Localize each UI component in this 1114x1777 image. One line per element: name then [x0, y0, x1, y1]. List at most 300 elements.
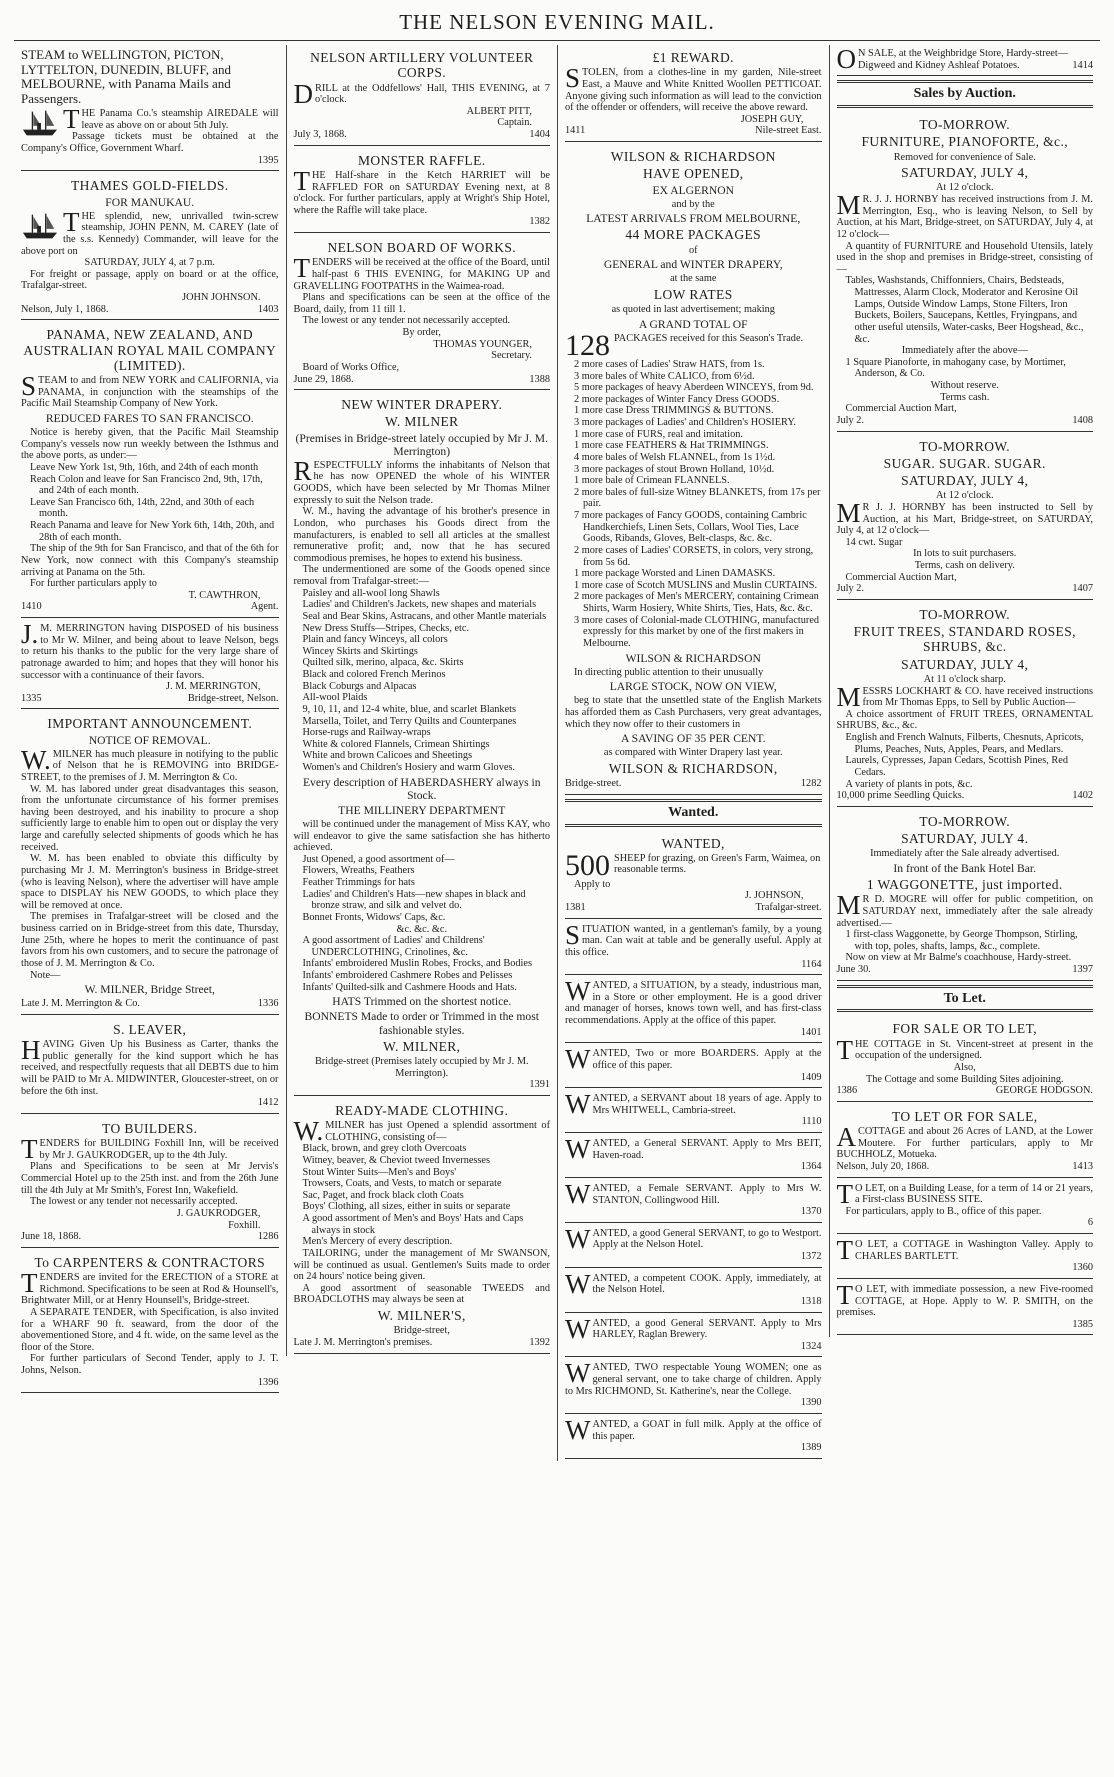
paragraph-dropcap: WANTED, a good General SERVANT, to go to Westport. Apply at the Nelson Hotel. [565, 1223, 822, 1254]
ad-subheading: NOTICE OF REMOVAL. [88, 733, 211, 747]
advertisement [21, 173, 279, 320]
ad-heading: WILSON & RICHARDSON [610, 149, 776, 164]
advertisement [837, 1180, 1094, 1235]
signature: Foxhill. [228, 1219, 261, 1231]
signature-row [565, 778, 822, 790]
list-item: Witney, beaver, & Cheviot tweed Invernesses [302, 1154, 491, 1166]
ad-number: 1402 [1072, 790, 1093, 802]
signature: JOSEPH GUY, [740, 113, 804, 125]
centered-text: at the same [670, 273, 717, 285]
advertisement [294, 1098, 551, 1354]
signature-row [294, 374, 551, 386]
ad-number: 1336 [257, 998, 279, 1010]
paragraph-dropcap: MR J. J. HORNBY has been instructed to Sell by Auction, at his Mart, Bridge-street, on SATURDAY, July 4, at 12 o'clock— [836, 497, 1093, 537]
ad-number: Trafalgar-street. [755, 902, 822, 914]
centered-text: Terms cash. [940, 391, 990, 403]
newspaper-column [829, 45, 1101, 1337]
paragraph: In directing public attention to their unusually [574, 666, 764, 678]
signature: J. M. MERRINGTON, [166, 681, 261, 693]
paragraph: The undermentioned are some of the Goods opened since removal from Trafalgar-street:— [293, 564, 550, 588]
list-item: 1 more case FEATHERS & Hat TRIMMINGS. [574, 440, 769, 452]
ad-heading: STEAM to WELLINGTON, PICTON, LYTTELTON, DUNEDIN, BLUFF, and MELBOURNE, with Panama Mails and Passengers. [21, 47, 231, 106]
advertisement [565, 45, 822, 142]
paragraph-dropcap: MESSRS LOCKHART & CO. have received instructions from Mr Thomas Epps, to Sell by Public Auction— [836, 681, 1093, 712]
signature-row [837, 964, 1094, 976]
list-item: Feather Trimmings for hats [302, 877, 415, 889]
ad-number: 1385 [1072, 1318, 1093, 1330]
signature-text: 1381 [565, 902, 586, 914]
ad-number: 1372 [800, 1251, 822, 1263]
signature-text: Late J. M. Merrington's premises. [293, 1336, 433, 1348]
signature-row [837, 1161, 1094, 1173]
ad-number: 6 [1087, 1217, 1093, 1229]
list-item: Infants' Quilted-silk and Cashmere Hoods and Hats. [302, 981, 517, 993]
ad-subheading: THE MILLINERY DEPARTMENT [338, 803, 506, 817]
advertisement [21, 1017, 279, 1114]
advertisement [837, 1281, 1094, 1336]
paragraph-dropcap: WANTED, a SITUATION, by a steady, industrious man, in a Store or other employment. He is a good driver and manager of horses, knows town well, and has first-class recommendations. Apply at the office of this paper. [565, 976, 822, 1027]
ad-number: 1364 [800, 1161, 822, 1173]
paragraph-dropcap: TENDERS are invited for the ERECTION of a STORE at Richmond. Specifications to be seen at Rod & Hounsell's, Brightwater Mill, or at Henry Hounsell's, Bridge-street. [21, 1268, 279, 1307]
large-number: 500 [565, 848, 610, 882]
section-heading: To Let. [837, 985, 1094, 1013]
newspaper-column [557, 45, 829, 1461]
ad-number: 1391 [529, 1079, 550, 1091]
paragraph: W. M. has labored under great disadvantages this season, from the unfortunate circumstance of his former premises having been destroyed, and his inability to procure a shop sufficiently large to enable him to open out or display the very large and carefully selected shipments of goods which he has received. [21, 783, 279, 853]
signature-text: July 2. [836, 583, 864, 595]
paragraph: For particulars, apply to B., office of this paper. [845, 1205, 1042, 1217]
advertisement [565, 1180, 822, 1223]
ad-number: 1397 [1072, 964, 1093, 976]
list-item: A variety of plants in pots, &c. [845, 778, 973, 790]
centered-text: SATURDAY, JULY 4, at 7 p.m. [84, 257, 215, 269]
centered-text: as quoted in last advertisement; making [611, 304, 775, 316]
ad-heading: READY-MADE CLOTHING. [335, 1102, 509, 1118]
ad-subheading: A GRAND TOTAL OF [638, 317, 748, 331]
signature-text: July 2. [836, 414, 864, 426]
signature-row [837, 1085, 1094, 1097]
paragraph: The lowest or any tender not necessarily accepted. [30, 1196, 238, 1208]
ad-number: 1318 [800, 1295, 822, 1307]
paragraph-dropcap: HAVING Given Up his Business as Carter, thanks the public generally for the kind support which he has received, and respectfully requests that all DEBTS due to him will be PAID to Mr A. MIDWINTER, Gloucester-street, on or before the 6th inst. [21, 1035, 279, 1097]
paragraph-dropcap: SITUATION wanted, in a gentleman's family, by a young man. Can wait at table and be generally useful. Apply at this office. [565, 919, 822, 958]
advertisement [294, 148, 551, 233]
section-heading: Sales by Auction. [837, 80, 1094, 108]
ad-subheading: HATS Trimmed on the shortest notice. [332, 995, 512, 1009]
paragraph: Board of Works Office, [302, 361, 400, 373]
list-item: Ladies' and Children's Jackets, new shapes and materials [302, 599, 537, 611]
ad-subheading: BONNETS Made to order or Trimmed in the most fashionable styles. [304, 1010, 539, 1037]
ad-heading: NEW WINTER DRAPERY. [341, 397, 503, 413]
signature: ALBERT PITT, [466, 105, 532, 117]
advertisement [565, 1090, 822, 1133]
ad-number: 1413 [1072, 1160, 1093, 1172]
list-item: 1 more case of FURS, real and imitation. [574, 428, 744, 440]
ad-heading: SATURDAY, JULY 4. [901, 831, 1029, 847]
list-item: Marsella, Toilet, and Terry Quilts and Counterpanes [302, 715, 517, 727]
advertisement [565, 1045, 822, 1088]
paragraph: Notice is hereby given, that the Pacific Mail Steamship Company's vessels now run weekly between the Isthmus and the above ports, as under:— [21, 427, 279, 462]
ad-heading: £1 REWARD. [652, 50, 734, 65]
signature-text: Bridge-street. [565, 778, 622, 790]
signature-row [565, 125, 822, 137]
paragraph-dropcap: THE COTTAGE in St. Vincent-street at present in the occupation of the undersigned. [836, 1034, 1093, 1065]
signature-row [837, 790, 1094, 802]
paragraph-dropcap: TENDERS will be received at the office of the Board, until half-past 6 THIS EVENING, for MAKING UP and GRAVELLING FOOTPATHS in the Waimea-road. [293, 253, 550, 292]
ad-heading: FURNITURE, PIANOFORTE, &c., [861, 134, 1068, 150]
list-item: 1 first-class Waggonette, by George Thompson, Stirling, with top, poles, shafts, lamps, &c., complete. [845, 929, 1078, 952]
paragraph: For freight or passage, apply on board or at the office, Trafalgar-street. [21, 268, 279, 292]
ad-number: 1389 [800, 1442, 822, 1454]
signature-text: 1411 [565, 125, 586, 137]
paragraph-dropcap: TO LET, on a Building Lease, for a term of 14 or 21 years, a First-class BUSINESS SITE. [836, 1178, 1093, 1209]
ad-number: 1388 [529, 373, 550, 385]
advertisement [565, 1416, 822, 1459]
ad-heading: LOW RATES [653, 286, 733, 302]
list-item: Tables, Washstands, Chiffonniers, Chairs, Bedsteads, Mattresses, Alarm Clock, Moderator and Kerosine Oil Lamps, Outside Window Lamps, Stone Filters, Iron Buckets, Boilers, Saucepans, Kettles, Fryingpans, and other useful utensils, Water-casks, Beer Hogshead, &c., &c. [845, 275, 1084, 345]
list-item: Seal and Bear Skins, Astracans, and other Mantle materials [302, 610, 547, 622]
ad-number: 1407 [1072, 583, 1093, 595]
signature-text: July 3, 1868. [293, 129, 347, 140]
ad-number: 1360 [1072, 1262, 1093, 1274]
ad-heading: TO-MORROW. [919, 606, 1011, 622]
list-item: Laurels, Cypresses, Japan Cedars, Scottish Pines, Red Cedars. [845, 755, 1068, 778]
ad-number: 1408 [1072, 414, 1093, 426]
ad-subheading: EX ALGERNON [652, 183, 734, 197]
list-item: Reach Panama and leave for New York 6th, 14th, 20th, and 28th of each month. [30, 520, 275, 543]
signature-text: 1386 [836, 1085, 858, 1097]
paragraph-dropcap: DRILL at the Oddfellows' Hall, THIS EVENING, at 7 o'clock. [293, 78, 550, 109]
large-number-line [565, 848, 822, 882]
centered-text: &c. &c. &c. [396, 923, 448, 935]
ad-subheading: FOR MANUKAU. [105, 195, 195, 209]
signature-text: 10,000 prime Seedling Quicks. [836, 790, 965, 802]
list-item: 9, 10, 11, and 12-4 white, blue, and scarlet Blankets [302, 703, 517, 715]
ad-number: GEORGE HODGSON. [995, 1085, 1093, 1097]
list-item: Women's and Children's Hosiery and warm Gloves. [302, 762, 515, 774]
ad-number: 1409 [800, 1071, 822, 1083]
newspaper-column [14, 45, 286, 1395]
signature-text: Nelson, July 20, 1868. [836, 1160, 930, 1172]
paragraph: A choice assortment of FRUIT TREES, ORNAMENTAL SHRUBS, &c., &c. [836, 708, 1093, 732]
paragraph-dropcap: RESPECTFULLY informs the inhabitants of Nelson that he has now OPENED the whole of his WINTER GOODS, which have been selected by Mr Thomas Milner expressly to suit the Nelson trade. [293, 455, 550, 506]
list-item: 14 cwt. Sugar [845, 536, 903, 548]
paragraph-dropcap: MR D. MOGRE will offer for public competition, on SATURDAY next, immediately after the sale already advertised.— [836, 890, 1093, 929]
list-item: 1 more bale of Crimean FLANNELS. [574, 475, 730, 487]
signature: JOHN JOHNSON. [182, 292, 261, 304]
paragraph-dropcap: WANTED, a Female SERVANT. Apply to Mrs W. STANTON, Collingwood Hill. [565, 1178, 822, 1209]
list-item: 4 more bales of Welsh FLANNEL, from 1s 1½d. [574, 451, 776, 463]
ad-number: 1164 [801, 958, 822, 970]
paragraph: Plans and specifications can be seen at the office of the Board, daily, from 11 till 1. [293, 292, 550, 315]
section-heading: Wanted. [565, 799, 822, 827]
list-item: 3 more bales of White CALICO, from 6½d. [574, 370, 755, 382]
large-number: 128 [565, 328, 610, 362]
paragraph-dropcap: STEAM to and from NEW YORK and CALIFORNIA, via PANAMA, in conjunction with the steamships of the Pacific Mail Steamship Company of New York. [21, 371, 279, 410]
paragraph-dropcap: ACOTTAGE and about 26 Acres of LAND, at the Lower Moutere. For further particulars, apply to Mr BUCHHOLZ, Motueka. [836, 1122, 1093, 1161]
signature-text: Nelson, July 1, 1868. [21, 303, 109, 315]
signature-text: Late J. M. Merrington & Co. [21, 998, 140, 1010]
signature-text: June 29, 1868. [293, 373, 354, 385]
paragraph-dropcap: J.M. MERRINGTON having DISPOSED of his business to Mr W. Milner, and being about to leave Nelson, begs to return his thanks to the public for the very large share of patronage awarded to him; and hopes that they will honor his successor with a continuance of their favors. [21, 619, 279, 681]
paragraph: Plans and Specifications to be seen at Mr Jervis's Commercial Hotel up to the 25th inst. and from the 26th June till the 4th July at Mr Smith's, Forest Inn, Wakefield. [21, 1161, 279, 1196]
list-item: 3 more packages of stout Brown Holland, 10½d. [574, 463, 775, 475]
signature: THOMAS YOUNGER, [433, 338, 532, 350]
advertisement [294, 392, 551, 1096]
paragraph-dropcap: W.MILNER has just Opened a splendid assortment of CLOTHING, consisting of— [293, 1116, 550, 1146]
signature: Captain. [497, 117, 532, 129]
newspaper-column [286, 45, 558, 1356]
list-item: Ladies' and Children's Hats—new shapes in black and bronze straw, and silk and velvet do. [302, 888, 526, 912]
ad-heading: IMPORTANT ANNOUNCEMENT. [47, 716, 253, 732]
list-item: 1 more case Dress TRIMMINGS & BUTTONS. [574, 405, 774, 417]
steamship-icon [21, 211, 59, 241]
ad-subheading: In front of the Bank Hotel Bar. [893, 861, 1037, 875]
ad-number: Bridge-street, Nelson. [187, 692, 279, 704]
list-item: Quilted silk, merino, alpaca, &c. Skirts [302, 657, 464, 669]
signature-row [294, 129, 551, 141]
ad-subheading: A SAVING OF 35 PER CENT. [620, 732, 766, 746]
advertisement [565, 1135, 822, 1178]
list-item: Black Coburgs and Alpacas [302, 680, 417, 692]
advertisement [565, 977, 822, 1043]
paragraph: The lowest or any tender not necessarily accepted. [302, 315, 511, 327]
advertisement [837, 602, 1094, 807]
ad-subheading: GENERAL and WINTER DRAPERY, [603, 258, 783, 272]
ad-heading: FOR SALE OR TO LET, [892, 1021, 1037, 1037]
paragraph-dropcap: MR. J. J. HORNBY has received instructions from J. M. Merrington, Esq., who is leaving Nelson, to Sell by Auction, at his Mart, Bridge-street, on SATURDAY, July 4, at 12 o'clock— [836, 190, 1093, 240]
paragraph-dropcap: WANTED, a General SERVANT. Apply to Mrs BEIT, Haven-road. [565, 1134, 822, 1165]
ad-heading: FRUIT TREES, STANDARD ROSES, SHRUBS, &c. [853, 624, 1076, 655]
list-item: Infants' embroidered Cashmere Robes and Pelisses [302, 970, 513, 982]
list-item: 2 more cases of Ladies' CORSETS, in colors, very strong, from 5s 6d. [574, 544, 814, 568]
signature-text: 1410 [21, 601, 42, 613]
advertisement [21, 45, 279, 171]
advertisement [21, 322, 279, 618]
ad-heading: To CARPENTERS & CONTRACTORS [34, 1254, 266, 1270]
paragraph: beg to state that the unsettled state of the English Markets has afforded them as Cash Purchasers, very great advantages, which they now offer to their customers in [565, 695, 822, 730]
ad-number: 1392 [529, 1336, 550, 1348]
list-item: 2 more packages of Men's MERCERY, containing Crimean Shirts, Warm Hosiery, White Shirts, Ties, Hats, &c. &c. [574, 591, 819, 614]
paragraph-dropcap: TO LET, a COTTAGE in Washington Valley. Apply to CHARLES BARTLETT. [836, 1235, 1093, 1266]
signature-row [565, 902, 822, 914]
ad-number: 1404 [529, 129, 550, 140]
ad-number: 1390 [800, 1397, 822, 1409]
list-item: 2 more cases of Ladies' Straw HATS, from 1s. [574, 358, 765, 370]
paragraph: will be continued under the management of Miss KAY, who will endeavor to give the same satisfaction she has hitherto achieved. [293, 818, 550, 854]
signature: J. GAUKRODGER, [176, 1207, 261, 1219]
ad-number: 1286 [257, 1231, 279, 1243]
paragraph-dropcap: ON SALE, at the Weighbridge Store, Hardy-street— [836, 44, 1069, 74]
ad-heading: NELSON BOARD OF WORKS. [327, 240, 517, 255]
paragraph-dropcap: STOLEN, from a clothes-line in my garden, Nile-street East, a Mauve and White Knitted Woollen PETTICOAT. Anyone giving such information as will lead to the conviction of the offender or offenders, will receive the above reward. [565, 63, 822, 114]
ad-heading: 44 MORE PACKAGES [625, 227, 762, 243]
steamship-icon [21, 108, 59, 138]
advertisement [837, 112, 1094, 432]
list-item: Wincey Skirts and Skirtings [302, 645, 418, 657]
columns [14, 45, 1100, 1461]
paragraph: A good assortment of seasonable TWEEDS and BROADCLOTHS may always be seen at [293, 1282, 550, 1306]
ad-heading: W. MILNER, [383, 1038, 461, 1054]
list-item: Boys' Clothing, all sizes, either in suits or separate [302, 1201, 511, 1213]
ad-number: 1401 [800, 1026, 822, 1038]
signature-text: June 18, 1868. [21, 1231, 82, 1243]
paragraph: For further particulars of Second Tender, apply to J. T. Johns, Nelson. [21, 1353, 279, 1377]
paragraph: TAILORING, under the management of Mr SWANSON, will be continued as usual. Gentlemen's Suits made to order on 24 hours' notice being given. [293, 1247, 550, 1283]
centered-text: of [688, 244, 698, 256]
ad-heading: TO-MORROW. [919, 813, 1011, 829]
signature-row [294, 1337, 551, 1349]
list-item: A good assortment of Men's and Boys' Hats and Caps always in stock [302, 1213, 524, 1236]
paragraph-dropcap: THE Half-share in the Ketch HARRIET will be RAFFLED FOR on SATURDAY Evening next, at 8 o'clock. For further particulars, apply at Wright's Ship Hotel, where the Raffle will take place. [293, 165, 550, 216]
paragraph: Passage tickets must be obtained at the Company's Office, Government Wharf. [21, 131, 279, 155]
large-number-text: PACKAGES received for this Season's Trade. [614, 332, 804, 344]
advertisement [21, 620, 279, 709]
signature-text: June 30. [836, 964, 871, 976]
list-item: Men's Mercery of every description. [302, 1236, 453, 1248]
list-item: Reach Colon and leave for San Francisco 2nd, 9th, 17th, and 24th of each month. [30, 473, 263, 497]
list-item: All-wool Plaids [302, 692, 368, 704]
list-item: A good assortment of Ladies' and Childrens' UNDERCLOTHING, Crinolines, &c. [302, 935, 485, 958]
paragraph-dropcap: WANTED, a good General SERVANT. Apply to Mrs HARLEY, Raglan Brewery. [565, 1313, 822, 1344]
ad-subheading: (Premises in Bridge-street lately occupied by Mr J. M. Merrington) [295, 431, 548, 458]
ad-heading: HAVE OPENED, [642, 166, 744, 182]
ad-heading: THAMES GOLD-FIELDS. [70, 178, 229, 194]
list-item: Trowsers, Coats, and Vests, to match or separate [302, 1178, 502, 1190]
ad-heading: TO-MORROW. [919, 117, 1011, 133]
ad-number: 1282 [800, 778, 822, 790]
ad-heading: W. MILNER'S, [377, 1308, 466, 1323]
signature-row [837, 583, 1094, 595]
ad-heading: W. MILNER [384, 414, 459, 430]
paragraph: Just Opened, a good assortment of— [302, 853, 455, 865]
signature-text: Digweed and Kidney Ashleaf Potatoes. [858, 59, 1020, 71]
large-number-text: SHEEP for grazing, on Green's Farm, Waimea, on reasonable terms. [614, 852, 821, 876]
paragraph-dropcap: THE Panama Co.'s steamship AIREDALE will leave as above on or about 5th July. [63, 104, 279, 135]
paragraph-dropcap: TENDERS for BUILDING Foxhill Inn, will be received by Mr J. GAUKRODGER, up to the 4th July. [21, 1134, 279, 1165]
paragraph-dropcap: WANTED, a SERVANT about 18 years of age. Apply to Mrs WHITWELL, Cambria-street. [565, 1089, 822, 1120]
list-item: 5 more packages of heavy Aberdeen WINCEYS, from 9d. [574, 382, 814, 394]
signature: J. JOHNSON, [744, 890, 804, 902]
advertisement [565, 1225, 822, 1268]
paragraph: A SEPARATE TENDER, with Specification, is also invited for a WHARF 90 ft. seaward, from the door of the abovementioned Store, and 4 ft. wide, on the same level as the floor of the Store. [21, 1306, 279, 1353]
advertisement [565, 1359, 822, 1414]
centered-text: Without reserve. [930, 380, 999, 392]
advertisement [565, 831, 822, 919]
centered-text: Bridge-street, [393, 1325, 450, 1337]
advertisement [565, 1315, 822, 1358]
advertisement [837, 809, 1094, 981]
signature-row [21, 1231, 279, 1243]
list-item: Plain and fancy Winceys, all colors [302, 634, 448, 646]
list-item: Bonnet Fronts, Widows' Caps, &c. [302, 911, 446, 923]
paragraph-dropcap: WANTED, Two or more BOARDERS. Apply at the office of this paper. [565, 1044, 822, 1075]
list-item: Infants' embroidered Muslin Robes, Frocks, and Bodies [302, 958, 532, 970]
ad-heading: SATURDAY, JULY 4, [901, 473, 1029, 489]
signature-row [21, 693, 279, 705]
paragraph: The premises in Trafalgar-street will be closed and the business carried on in Bridge-street from this date, Thursday, June 25th, where he hopes to merit the continuance of past favors from his own customers, and to secure the patronage of those of J. M. Merrington & Co. [21, 911, 279, 969]
centered-text: In lots to suit purchasers. [913, 548, 1017, 560]
paragraph: Commercial Auction Mart, [845, 403, 957, 415]
ad-subheading: Every description of HABERDASHERY always in Stock. [302, 775, 541, 802]
paragraph-dropcap: TO LET, with immediate possession, a new Five-roomed COTTAGE, at Hope. Apply to W. P. SMITH, on the premises. [836, 1279, 1093, 1319]
advertisement [837, 434, 1094, 600]
paragraph: W. M., having the advantage of his brother's presence in London, who purchases his Goods direct from the manufacturers, is enabled to sell all articles at the smallest remunerative profit; and, now that he has secured commodious premises, he hopes to extend his business. [293, 506, 550, 564]
paragraph-dropcap: THE splendid, new, unrivalled twin-screw steamship, JOHN PENN, M. CAREY (late of the s.s. Kennedy) Commander, will leave for the above port on [21, 206, 279, 257]
ad-heading: PANAMA, NEW ZEALAND, AND AUSTRALIAN ROYAL MAIL COMPANY (LIMITED). [23, 327, 277, 373]
centered-text: Immediately after the above— [901, 345, 1028, 357]
paragraph: Note— [30, 969, 61, 981]
signature: Secretary. [491, 350, 532, 362]
ad-heading: S. LEAVER, [113, 1021, 187, 1037]
advertisement [565, 1270, 822, 1313]
list-item: English and French Walnuts, Filberts, Chesnuts, Apricots, Plums, Peaches, Nuts, Apples, Pears, and Medlars. [845, 732, 1084, 755]
advertisement [294, 235, 551, 390]
signature-text: 1335 [21, 692, 42, 704]
ad-number: 1403 [257, 303, 279, 315]
centered-text: Terms, cash on delivery. [914, 560, 1015, 572]
list-item: Black, brown, and grey cloth Overcoats [302, 1143, 467, 1155]
centered-text: At 11 o'clock sharp. [923, 673, 1006, 685]
ad-subheading: LARGE STOCK, NOW ON VIEW, [609, 680, 777, 694]
paragraph: The ship of the 9th for San Francisco, and that of the 6th for New York, now connect with this Company's steamship arriving at Panama on the 5th. [21, 543, 279, 578]
signature-row [21, 601, 279, 613]
ad-heading: TO BUILDERS. [102, 1120, 198, 1136]
large-number-line [565, 328, 822, 362]
ad-number: 1412 [257, 1097, 279, 1109]
advertisement [21, 711, 279, 1015]
advertisement [837, 45, 1094, 76]
ad-subheading: W. MILNER, Bridge Street, [84, 983, 215, 997]
list-item: 1 more case of Scotch MUSLINS and Muslin CURTAINS. [574, 579, 818, 591]
paragraph: For further particulars apply to [30, 578, 157, 590]
paragraph: Now on view at Mr Balme's coachhouse, Hardy-street. [845, 952, 1072, 964]
paragraph: W. M. has been enabled to obviate this difficulty by purchasing Mr J. M. Merrington's business in Bridge-street (who is leaving Nelson), where the advertiser will have ample space to DISPLAY his NEW GOODS, to which place they will be removed at once. [21, 853, 279, 911]
ad-number: 1396 [257, 1376, 279, 1388]
paragraph: A quantity of FURNITURE and Household Utensils, lately used in the shop and premises in Bridge-street, consisting of— [836, 240, 1093, 275]
list-item: 1 more package Worsted and Linen DAMASKS. [574, 568, 776, 580]
list-item: 7 more packages of Fancy GOODS, containing Cambric Handkerchiefs, Linen Sets, Collars, Wool Ties, Lace Goods, Ribands, Gloves, Belt-clasps, &c. &c. [574, 510, 807, 545]
ad-number: 1110 [801, 1116, 822, 1128]
list-item: New Dress Stuffs—Stripes, Checks, etc. [302, 622, 470, 634]
ad-heading: TO-MORROW. [919, 438, 1011, 454]
paragraph: Apply to [574, 878, 611, 890]
ad-heading: SATURDAY, JULY 4, [901, 656, 1029, 672]
list-item: Flowers, Wreaths, Feathers [302, 865, 415, 877]
advertisement [837, 1236, 1094, 1279]
list-item: Sac, Paget, and frock black cloth Coats [302, 1189, 464, 1201]
paragraph-dropcap: WANTED, a competent COOK. Apply, immediately, at the Nelson Hotel. [565, 1268, 822, 1299]
centered-text: Removed for convenience of Sale. [893, 151, 1036, 163]
signature-row [21, 304, 279, 316]
list-item: 2 more bales of full-size Witney BLANKETS, from 17s per pair. [574, 486, 821, 510]
list-item: 2 more packages of Winter Fancy Dress GOODS. [574, 393, 780, 405]
signature: T. CAWTHRON, [188, 589, 261, 601]
ad-heading: 1 WAGGONETTE, just imported. [866, 877, 1063, 893]
ad-number: Agent. [250, 601, 279, 613]
signature-row [21, 998, 279, 1010]
paragraph: Commercial Auction Mart, [845, 571, 957, 583]
centered-text: Bridge-street (Premises lately occupied by Mr J. M. Merrington). [314, 1055, 529, 1079]
list-item: 3 more packages of Ladies' and Children's HOSIERY. [574, 417, 797, 428]
centered-text: and by the [671, 198, 715, 210]
paragraph-dropcap: WANTED, TWO respectable Young WOMEN; one as general servant, one to take charge of children. Apply to Mrs RICHMOND, St. Katherine's, near the College. [565, 1358, 822, 1397]
advertisement [565, 144, 822, 795]
signature-row [858, 60, 1093, 72]
centered-text: Immediately after the Sale already advertised. [870, 848, 1060, 860]
ad-subheading: WILSON & RICHARDSON [625, 651, 761, 665]
ad-heading: TO LET OR FOR SALE, [892, 1108, 1038, 1124]
